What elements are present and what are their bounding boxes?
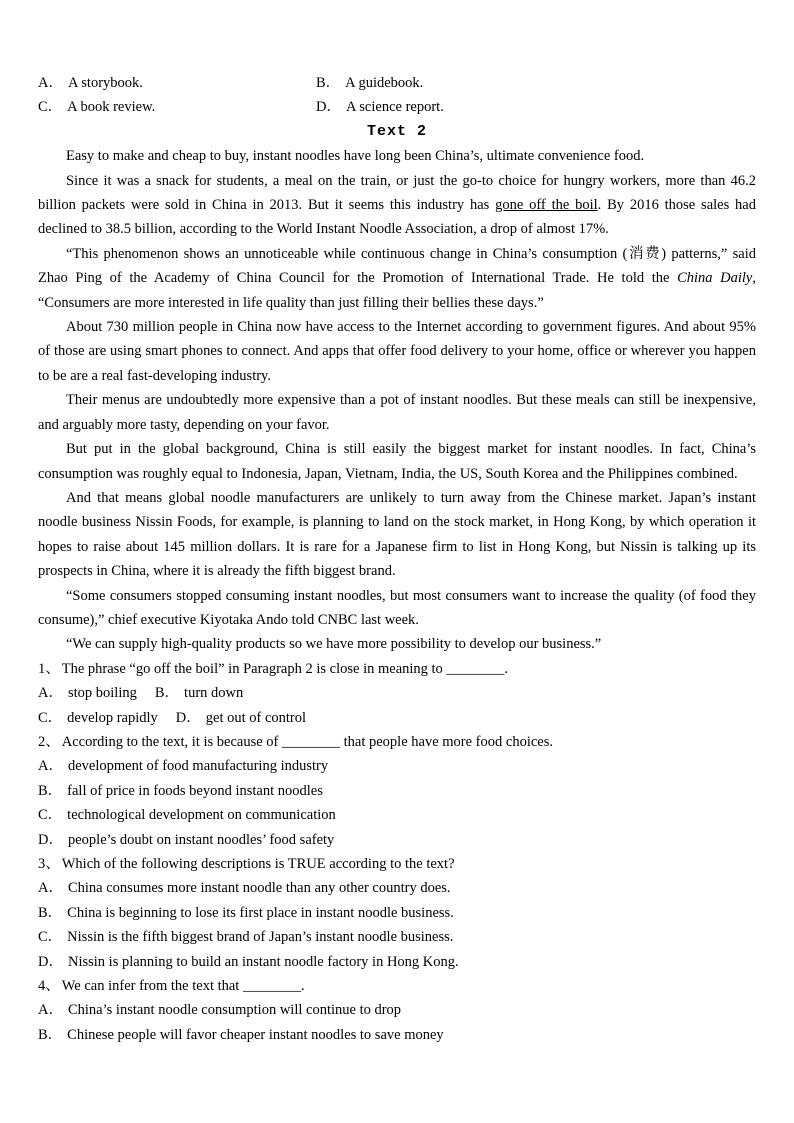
option-label: C． <box>38 807 63 824</box>
question-number: 4、 <box>38 978 60 995</box>
option-text: develop rapidly <box>67 709 158 726</box>
question-stem <box>38 657 756 681</box>
option-label: D． <box>38 953 63 970</box>
option-text: get out of control <box>205 709 307 726</box>
question-stem <box>38 974 756 998</box>
option-text: technological development on communication <box>67 807 336 824</box>
question <box>38 852 756 974</box>
question-option-line <box>38 681 756 705</box>
question-option <box>38 710 158 726</box>
question-option-line <box>38 828 756 852</box>
passage-text: . By 2016 those sales had declined to 38.5 billion, according to the World Instant Noodle Association, a drop of almost 17%. <box>38 197 756 238</box>
option-label: C． <box>38 99 63 116</box>
question-number: 1、 <box>38 660 60 677</box>
question-option <box>38 783 323 799</box>
option-label: B． <box>38 1026 63 1043</box>
option-text: development of food manufacturing industry <box>67 758 329 775</box>
question-option <box>176 710 306 726</box>
question-option <box>38 880 451 896</box>
passage-text: About 730 million people in China now have access to the Internet according to government figures. And about 95% of those are using smart phones to connect. And apps that offer food delivery to your home, office or wherever you happen to be are a real fast-developing industry. <box>38 319 756 384</box>
option-text: people’s doubt on instant noodles’ food safety <box>67 831 335 848</box>
option-text: A guidebook. <box>345 75 424 91</box>
option-label: B． <box>316 75 341 91</box>
passage-paragraph <box>38 388 756 437</box>
option-label: B． <box>154 685 180 702</box>
question-option <box>38 905 454 921</box>
option-label: A． <box>38 1002 63 1019</box>
top-option-row <box>38 95 756 119</box>
option-text: fall of price in foods beyond instant noodles <box>67 782 323 799</box>
option-label: B． <box>38 782 63 799</box>
passage-paragraph <box>38 144 756 168</box>
question-option-line <box>38 803 756 827</box>
passage-paragraph <box>38 242 756 315</box>
passage-body <box>38 144 756 657</box>
option-text: China’s instant noodle consumption will continue to drop <box>67 1002 402 1019</box>
passage-text: Easy to make and cheap to buy, instant noodles have long been China’s, ultimate convenience food. <box>66 148 645 165</box>
underlined-phrase: gone off the boil <box>495 197 598 214</box>
option-label: A． <box>38 758 63 775</box>
option-label: D． <box>38 831 63 848</box>
question-stem-text: According to the text, it is because of ________ that people have more food choices. <box>61 733 553 750</box>
question-option <box>38 1002 401 1018</box>
top-option <box>38 95 316 119</box>
top-option <box>316 95 444 119</box>
question-option-line <box>38 950 756 974</box>
questions-section <box>38 657 756 1048</box>
option-label: B． <box>38 904 63 921</box>
question-option-line <box>38 754 756 778</box>
option-label: D． <box>175 709 201 726</box>
passage-text: “This phenomenon shows an unnoticeable while continuous change in China’s consumption (消费) patterns,” said Zhao Ping of the Academy of China Council for the Promotion of International Trade. He told the <box>38 245 756 287</box>
option-label: C． <box>38 929 63 946</box>
option-text: China consumes more instant noodle than any other country does. <box>67 880 451 897</box>
passage-paragraph <box>38 315 756 388</box>
passage-paragraph <box>38 632 756 656</box>
passage-text: Since it was a snack for students, a meal on the train, or just the go-to choice for hungry workers, more than 46.2 billion packets were sold in China in 2013. But it seems this industry has <box>38 172 756 214</box>
option-label: A． <box>38 75 63 91</box>
question-stem <box>38 852 756 876</box>
question-option <box>38 685 137 701</box>
top-options <box>38 71 756 120</box>
passage-text: And that means global noodle manufacturers are unlikely to turn away from the Chinese market. Japan’s instant noodle business Nissin Foods, for example, is planning to land on the stock market, in Hong Kong, by which operation it hopes to raise about 145 million dollars. It is rare for a Japanese firm to list in Hong Kong, but Nissin is talking up its prospects in China, where it is already the fifth biggest brand. <box>38 489 756 580</box>
option-label: A． <box>38 685 63 702</box>
passage-text: But put in the global background, China is still easily the biggest market for instant noodles. In fact, China’s consumption was roughly equal to Indonesia, Japan, Vietnam, India, the US, South Korea and the Philippines combined. <box>38 441 756 482</box>
question-option <box>155 685 243 701</box>
top-option-row <box>38 71 756 95</box>
question-option-line <box>38 706 756 730</box>
option-text: A storybook. <box>67 75 143 91</box>
passage-paragraph <box>38 169 756 242</box>
passage-text: “Some consumers stopped consuming instant noodles, but most consumers want to increase the quality (of food they consume),” chief executive Kiyotaka Ando told CNBC last week. <box>38 587 756 628</box>
question-option <box>38 758 328 774</box>
passage-text: , “Consumers are more interested in life quality than just filling their bellies these days.” <box>38 270 756 311</box>
option-text: Nissin is the fifth biggest brand of Japan’s instant noodle business. <box>67 929 454 946</box>
option-text: Nissin is planning to build an instant noodle factory in Hong Kong. <box>67 953 459 970</box>
question-option <box>38 929 453 945</box>
option-text: China is beginning to lose its first place in instant noodle business. <box>67 904 454 921</box>
question <box>38 657 756 730</box>
italic-title: China Daily <box>677 270 753 287</box>
top-option <box>38 71 316 95</box>
passage-text: “We can supply high-quality products so we have more possibility to develop our business.” <box>66 636 602 653</box>
question-option-line <box>38 779 756 803</box>
question-stem-text: The phrase “go off the boil” in Paragraph 2 is close in meaning to ________. <box>61 660 509 677</box>
question-option <box>38 807 336 823</box>
question-option <box>38 954 459 970</box>
question-option-line <box>38 1023 756 1047</box>
question-option <box>38 832 334 848</box>
top-option <box>316 71 423 95</box>
option-text: turn down <box>184 685 244 702</box>
question <box>38 730 756 852</box>
question-option-line <box>38 998 756 1022</box>
question-option <box>38 1027 444 1043</box>
question-stem-text: We can infer from the text that ________. <box>61 978 305 995</box>
question-number: 2、 <box>38 733 60 750</box>
question-option-line <box>38 925 756 949</box>
question-number: 3、 <box>38 856 60 872</box>
question <box>38 974 756 1047</box>
passage-paragraph <box>38 486 756 584</box>
question-stem <box>38 730 756 754</box>
question-stem-text: Which of the following descriptions is TRUE according to the text? <box>61 856 455 872</box>
passage-heading: Text 2 <box>366 122 427 140</box>
option-label: C． <box>38 709 63 726</box>
option-label: D． <box>316 99 341 116</box>
option-text: A science report. <box>345 99 444 116</box>
passage-paragraph <box>38 437 756 486</box>
option-text: A book review. <box>67 99 156 116</box>
option-text: Chinese people will favor cheaper instant noodles to save money <box>67 1026 444 1043</box>
option-label: A． <box>38 880 63 897</box>
passage-text: Their menus are undoubtedly more expensive than a pot of instant noodles. But these meals can still be inexpensive, and arguably more tasty, depending on your favor. <box>38 392 756 433</box>
passage-paragraph <box>38 584 756 633</box>
question-option-line <box>38 876 756 900</box>
question-option-line <box>38 901 756 925</box>
option-text: stop boiling <box>67 685 137 702</box>
